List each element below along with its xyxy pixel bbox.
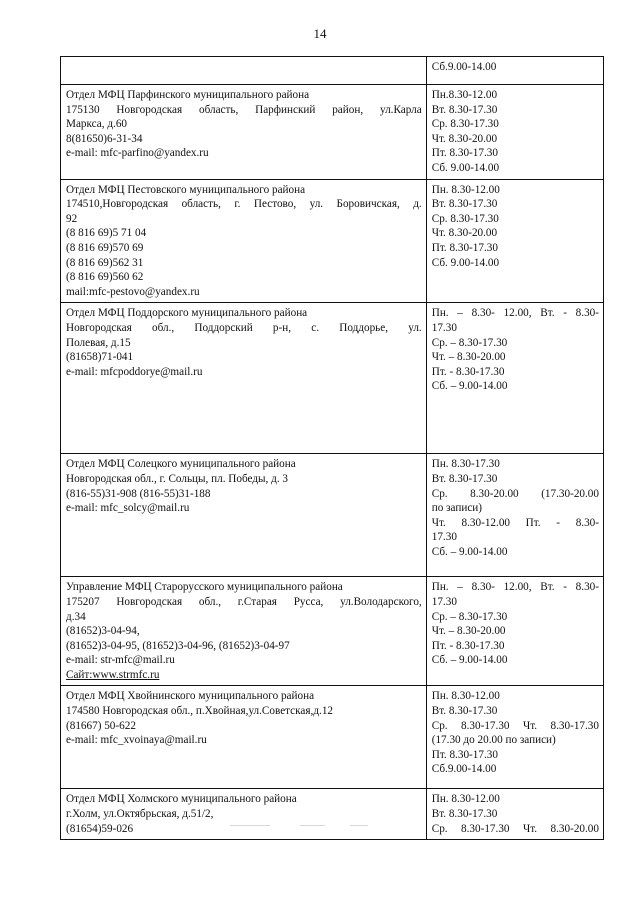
schedule-line: Пн. 8.30-12.00 (431, 183, 500, 196)
office-address: Новгородская обл., Поддорский р-н, с. Поддорье, ул. (66, 321, 422, 334)
office-email: e-mail: mfcpoddorye@mail.ru (66, 365, 203, 378)
hours-cell (426, 303, 603, 454)
office-address: г.Холм, ул.Октябрьская, д.51/2, (66, 808, 214, 821)
office-name: Отдел МФЦ Холмского муниципального района (66, 793, 297, 806)
schedule-line: Ср. 8.30-17.30 Чт. 8.30-20.00 (431, 822, 599, 835)
page-number: 14 (313, 26, 327, 41)
table-row (61, 577, 604, 686)
schedule-line: Сб.9.00-14.00 (431, 763, 497, 776)
office-address: 174580 Новгородская обл., п.Хвойная,ул.Советская,д.12 (66, 705, 334, 718)
hours-cell (426, 686, 603, 789)
schedule-line: Сб. – 9.00-14.00 (431, 545, 508, 558)
office-cell (61, 85, 427, 180)
scan-artifact (300, 825, 325, 826)
table-row (61, 179, 604, 303)
schedule-line: Сб. – 9.00-14.00 (431, 380, 508, 393)
office-cell (61, 303, 427, 454)
office-cell (61, 789, 427, 840)
hours-cell (426, 57, 603, 85)
schedule-line: Пн. – 8.30- 12.00, Вт. - 8.30- (431, 581, 599, 594)
schedule-line: Пн. – 8.30- 12.00, Вт. - 8.30- (431, 307, 599, 320)
schedule-line: Пт. - 8.30-17.30 (431, 639, 505, 652)
office-address: 175207 Новгородская обл., г.Старая Русса, ул.Володарского, (66, 595, 422, 608)
office-cell (61, 454, 427, 577)
schedule-line: Пн. 8.30-12.00 (431, 690, 500, 703)
hours-cell (426, 179, 603, 303)
office-email: mail:mfc-pestovo@yandex.ru (66, 285, 200, 298)
office-name: Отдел МФЦ Поддорского муниципального района (66, 307, 308, 320)
schedule-line: Пт. 8.30-17.30 (431, 241, 498, 254)
hours-cell (426, 789, 603, 840)
office-phone: (81652)3-04-95, (81652)3-04-96, (81652)3-04-97 (66, 639, 290, 652)
office-phone: (816-55)31-908 (816-55)31-188 (66, 487, 211, 500)
schedule-line: Сб. – 9.00-14.00 (431, 654, 508, 667)
schedule-line: 17.30 (431, 321, 457, 334)
schedule-line: Сб. 9.00-14.00 (431, 161, 500, 174)
office-phone: (8 816 69)5 71 04 (66, 227, 147, 240)
table-row (61, 454, 604, 577)
office-address: 174510,Новгородская область, г. Пестово, ул. Боровичская, д. (66, 198, 422, 211)
office-phone: (81667) 50-622 (66, 719, 136, 732)
hours-cell (426, 454, 603, 577)
office-email: e-mail: str-mfc@mail.ru (66, 654, 175, 667)
office-cell (61, 179, 427, 303)
hours-cell (426, 85, 603, 180)
schedule-line: 17.30 (431, 595, 457, 608)
office-address: 175130 Новгородская область, Парфинский район, ул.Карла (66, 103, 422, 116)
table-row (61, 686, 604, 789)
schedule-line: Вт. 8.30-17.30 (431, 198, 498, 211)
schedule-line: Чт. – 8.30-20.00 (431, 351, 506, 364)
table-row (61, 57, 604, 85)
schedule-line: Чт. – 8.30-20.00 (431, 625, 506, 638)
scan-artifact (230, 825, 270, 826)
schedule-line: (17.30 до 20.00 по записи) (431, 734, 556, 747)
mfc-schedule-table (60, 56, 604, 840)
office-website: Сайт:www.strmfc.ru (66, 668, 160, 681)
hours-cell (426, 577, 603, 686)
schedule-line: Ср. 8.30-20.00 (17.30-20.00 (431, 487, 599, 500)
office-email: e-mail: mfc_solcy@mail.ru (66, 502, 190, 515)
schedule-line: Пт. 8.30-17.30 (431, 147, 498, 160)
schedule-line: Чт. 8.30-20.00 (431, 132, 498, 145)
office-address: 92 (66, 212, 78, 225)
office-phone: (8 816 69)570 69 (66, 241, 144, 254)
schedule-line: Чт. 8.30-20.00 (431, 227, 498, 240)
office-address: Маркса, д.60 (66, 118, 128, 131)
scan-artifact (350, 825, 368, 826)
office-name: Отдел МФЦ Солецкого муниципального района (66, 458, 296, 471)
office-cell (61, 57, 427, 85)
table-row (61, 85, 604, 180)
office-phone: 8(81650)6-31-34 (66, 132, 143, 145)
office-phone: (8 816 69)560 62 (66, 271, 144, 284)
office-cell (61, 686, 427, 789)
table-row (61, 303, 604, 454)
office-name: Отдел МФЦ Хвойнинского муниципального района (66, 690, 315, 703)
schedule-line: Сб. 9.00-14.00 (431, 256, 500, 269)
schedule-line: Вт. 8.30-17.30 (431, 103, 498, 116)
schedule-line: Сб.9.00-14.00 (431, 61, 497, 73)
office-name: Отдел МФЦ Парфинского муниципального района (66, 89, 310, 101)
office-name: Отдел МФЦ Пестовского муниципального района (66, 183, 306, 196)
schedule-line: по записи) (431, 502, 483, 515)
schedule-line: Пн.8.30-12.00 (431, 89, 498, 101)
office-phone: (8 816 69)562 31 (66, 256, 144, 269)
office-phone: (81652)3-04-94, (66, 625, 140, 638)
schedule-line: Пн. 8.30-17.30 (431, 458, 500, 471)
schedule-line: Чт. 8.30-12.00 Пт. - 8.30- (431, 516, 599, 529)
schedule-line: 17.30 (431, 531, 457, 544)
schedule-line: Вт. 8.30-17.30 (431, 808, 498, 821)
schedule-line: Вт. 8.30-17.30 (431, 705, 498, 718)
schedule-line: Пт. - 8.30-17.30 (431, 365, 505, 378)
schedule-line: Ср. 8.30-17.30 (431, 212, 499, 225)
schedule-line: Пт. 8.30-17.30 (431, 748, 498, 761)
schedule-line: Ср. 8.30-17.30 Чт. 8.30-17.30 (431, 719, 599, 732)
schedule-line: Пн. 8.30-12.00 (431, 793, 500, 806)
office-cell (61, 577, 427, 686)
office-address: д.34 (66, 610, 86, 623)
schedule-line: Ср. 8.30-17.30 (431, 118, 499, 131)
office-phone: (81658)71-041 (66, 351, 134, 364)
office-address: Полевая, д.15 (66, 336, 131, 349)
schedule-line: Вт. 8.30-17.30 (431, 472, 498, 485)
office-email: e-mail: mfc-parfino@yandex.ru (66, 147, 209, 160)
schedule-line: Ср. – 8.30-17.30 (431, 610, 508, 623)
office-name: Управление МФЦ Старорусского муниципального района (66, 581, 343, 594)
office-phone: (81654)59-026 (66, 822, 134, 835)
table-row (61, 789, 604, 840)
office-email: e-mail: mfc_xvoinaya@mail.ru (66, 734, 207, 747)
schedule-line: Ср. – 8.30-17.30 (431, 336, 508, 349)
office-address: Новгородская обл., г. Сольцы, пл. Победы, д. 3 (66, 472, 289, 485)
